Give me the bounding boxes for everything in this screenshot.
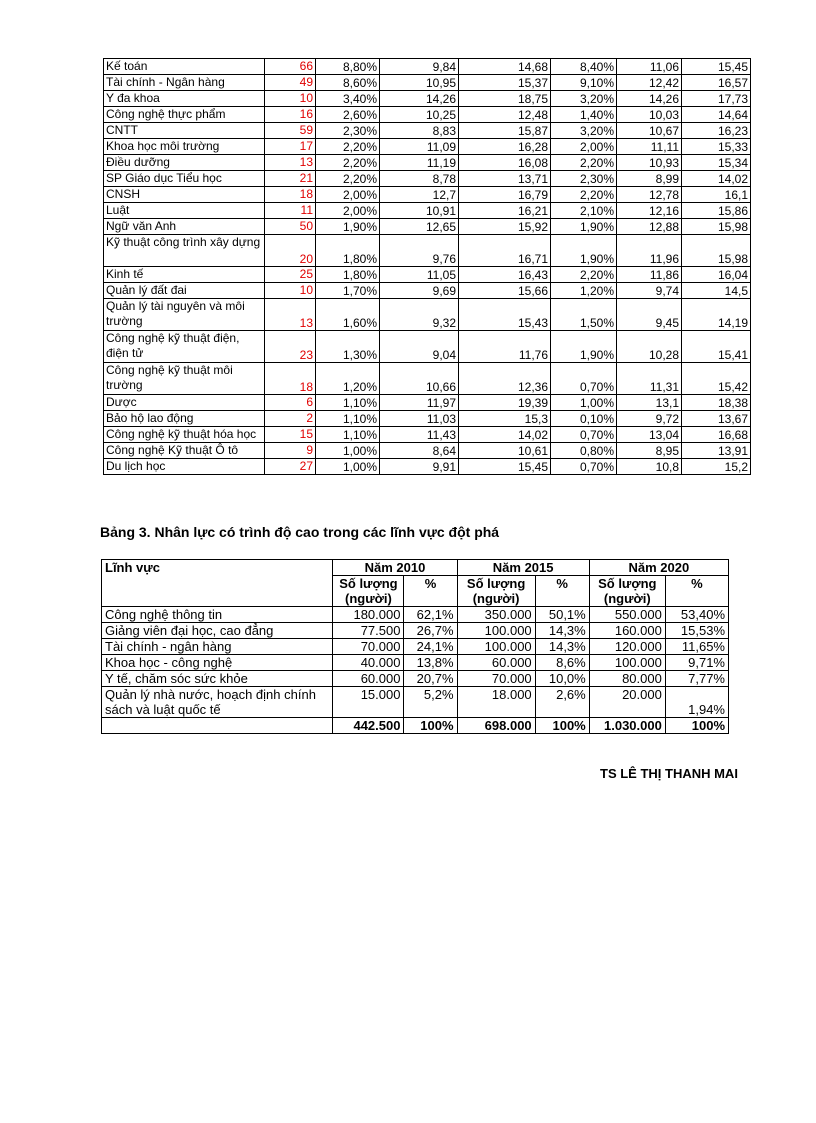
count-cell: 10 bbox=[265, 283, 316, 299]
value-cell: 3,20% bbox=[551, 91, 617, 107]
total-cell: 1.030.000 bbox=[589, 718, 665, 734]
value-cell: 10,28 bbox=[617, 331, 682, 363]
value-cell: 2,20% bbox=[316, 155, 380, 171]
value-cell: 100.000 bbox=[589, 655, 665, 671]
value-cell: 10,0% bbox=[535, 671, 589, 687]
count-cell: 18 bbox=[265, 363, 316, 395]
program-name-cell: Công nghệ kỹ thuật điện, điện tử bbox=[104, 331, 265, 363]
value-cell: 11,03 bbox=[380, 411, 459, 427]
value-cell: 53,40% bbox=[665, 607, 728, 623]
program-name-cell: Quản lý tài nguyên và môi trường bbox=[104, 299, 265, 331]
value-cell: 8,78 bbox=[380, 171, 459, 187]
total-cell: 100% bbox=[535, 718, 589, 734]
count-cell: 27 bbox=[265, 459, 316, 475]
field-name-cell: Tài chính - ngân hàng bbox=[102, 639, 333, 655]
value-cell: 11,86 bbox=[617, 267, 682, 283]
value-cell: 11,19 bbox=[380, 155, 459, 171]
value-cell: 19,39 bbox=[459, 395, 551, 411]
value-cell: 14,02 bbox=[459, 427, 551, 443]
value-cell: 14,64 bbox=[682, 107, 751, 123]
count-cell: 49 bbox=[265, 75, 316, 91]
value-cell: 10,8 bbox=[617, 459, 682, 475]
value-cell: 15,98 bbox=[682, 219, 751, 235]
value-cell: 50,1% bbox=[535, 607, 589, 623]
table-row bbox=[104, 235, 751, 267]
value-cell: 12,88 bbox=[617, 219, 682, 235]
value-cell: 9,84 bbox=[380, 59, 459, 75]
value-cell: 0,80% bbox=[551, 443, 617, 459]
program-name-cell: CNSH bbox=[104, 187, 265, 203]
value-cell: 60.000 bbox=[457, 655, 535, 671]
value-cell: 12,42 bbox=[617, 75, 682, 91]
value-cell: 0,70% bbox=[551, 459, 617, 475]
value-cell: 11,31 bbox=[617, 363, 682, 395]
value-cell: 1,80% bbox=[316, 235, 380, 267]
program-name-cell: Quản lý đất đai bbox=[104, 283, 265, 299]
program-name-cell: Ngữ văn Anh bbox=[104, 219, 265, 235]
value-cell: 10,93 bbox=[617, 155, 682, 171]
count-cell: 16 bbox=[265, 107, 316, 123]
value-cell: 2,6% bbox=[535, 687, 589, 718]
table-row bbox=[104, 395, 751, 411]
value-cell: 62,1% bbox=[404, 607, 457, 623]
value-cell: 26,7% bbox=[404, 623, 457, 639]
table-row bbox=[104, 59, 751, 75]
total-label-cell bbox=[102, 718, 333, 734]
value-cell: 10,25 bbox=[380, 107, 459, 123]
value-cell: 15,66 bbox=[459, 283, 551, 299]
value-cell: 0,70% bbox=[551, 363, 617, 395]
table-row bbox=[102, 607, 729, 623]
value-cell: 8,40% bbox=[551, 59, 617, 75]
table-row bbox=[102, 687, 729, 718]
value-cell: 160.000 bbox=[589, 623, 665, 639]
value-cell: 14,26 bbox=[617, 91, 682, 107]
value-cell: 14,5 bbox=[682, 283, 751, 299]
value-cell: 1,00% bbox=[551, 395, 617, 411]
program-name-cell: Du lịch học bbox=[104, 459, 265, 475]
value-cell: 14,26 bbox=[380, 91, 459, 107]
value-cell: 13,91 bbox=[682, 443, 751, 459]
value-cell: 16,21 bbox=[459, 203, 551, 219]
table-row bbox=[104, 267, 751, 283]
value-cell: 8,6% bbox=[535, 655, 589, 671]
value-cell: 8,60% bbox=[316, 75, 380, 91]
value-cell: 15,33 bbox=[682, 139, 751, 155]
value-cell: 8,99 bbox=[617, 171, 682, 187]
program-name-cell: Công nghệ kỹ thuật hóa học bbox=[104, 427, 265, 443]
pct-subheader: % bbox=[404, 576, 457, 607]
pct-subheader: % bbox=[535, 576, 589, 607]
value-cell: 8,83 bbox=[380, 123, 459, 139]
value-cell: 350.000 bbox=[457, 607, 535, 623]
author-signature: TS LÊ THỊ THANH MAI bbox=[600, 766, 738, 781]
total-cell: 698.000 bbox=[457, 718, 535, 734]
value-cell: 11,06 bbox=[617, 59, 682, 75]
value-cell: 2,10% bbox=[551, 203, 617, 219]
value-cell: 1,30% bbox=[316, 331, 380, 363]
value-cell: 2,30% bbox=[551, 171, 617, 187]
field-name-cell: Quản lý nhà nước, hoạch định chính sách và luật quốc tế bbox=[102, 687, 333, 718]
value-cell: 100.000 bbox=[457, 639, 535, 655]
table-row bbox=[102, 655, 729, 671]
value-cell: 70.000 bbox=[333, 639, 404, 655]
value-cell: 2,00% bbox=[551, 139, 617, 155]
value-cell: 1,70% bbox=[316, 283, 380, 299]
field-name-cell: Y tế, chăm sóc sức khỏe bbox=[102, 671, 333, 687]
table-row bbox=[104, 171, 751, 187]
value-cell: 1,20% bbox=[316, 363, 380, 395]
table-row bbox=[104, 283, 751, 299]
count-cell: 10 bbox=[265, 91, 316, 107]
value-cell: 11,76 bbox=[459, 331, 551, 363]
count-cell: 21 bbox=[265, 171, 316, 187]
value-cell: 3,40% bbox=[316, 91, 380, 107]
value-cell: 16,79 bbox=[459, 187, 551, 203]
count-cell: 11 bbox=[265, 203, 316, 219]
value-cell: 13,04 bbox=[617, 427, 682, 443]
table-row bbox=[104, 107, 751, 123]
value-cell: 15,86 bbox=[682, 203, 751, 219]
field-header: Lĩnh vực bbox=[102, 560, 333, 607]
value-cell: 1,10% bbox=[316, 427, 380, 443]
value-cell: 15,45 bbox=[459, 459, 551, 475]
value-cell: 9,10% bbox=[551, 75, 617, 91]
value-cell: 13,71 bbox=[459, 171, 551, 187]
value-cell: 13,8% bbox=[404, 655, 457, 671]
table-row bbox=[104, 411, 751, 427]
table-row bbox=[104, 187, 751, 203]
table-row bbox=[104, 459, 751, 475]
table3-heading: Bảng 3. Nhân lực có trình độ cao trong các lĩnh vực đột phá bbox=[100, 524, 500, 540]
field-name-cell: Khoa học - công nghệ bbox=[102, 655, 333, 671]
value-cell: 1,00% bbox=[316, 443, 380, 459]
value-cell: 2,00% bbox=[316, 203, 380, 219]
table-row bbox=[104, 123, 751, 139]
program-name-cell: Tài chính - Ngân hàng bbox=[104, 75, 265, 91]
program-name-cell: SP Giáo dục Tiểu học bbox=[104, 171, 265, 187]
program-name-cell: Luật bbox=[104, 203, 265, 219]
total-cell: 100% bbox=[665, 718, 728, 734]
table-row bbox=[104, 155, 751, 171]
value-cell: 16,08 bbox=[459, 155, 551, 171]
count-cell: 20 bbox=[265, 235, 316, 267]
program-name-cell: Y đa khoa bbox=[104, 91, 265, 107]
count-cell: 13 bbox=[265, 155, 316, 171]
value-cell: 11,05 bbox=[380, 267, 459, 283]
value-cell: 80.000 bbox=[589, 671, 665, 687]
table-row bbox=[104, 427, 751, 443]
count-cell: 15 bbox=[265, 427, 316, 443]
count-cell: 25 bbox=[265, 267, 316, 283]
value-cell: 1,20% bbox=[551, 283, 617, 299]
table-row bbox=[102, 639, 729, 655]
total-cell: 442.500 bbox=[333, 718, 404, 734]
high-skill-workforce-table bbox=[101, 559, 729, 734]
value-cell: 10,03 bbox=[617, 107, 682, 123]
table-row bbox=[104, 443, 751, 459]
count-cell: 23 bbox=[265, 331, 316, 363]
value-cell: 1,90% bbox=[551, 235, 617, 267]
value-cell: 16,28 bbox=[459, 139, 551, 155]
value-cell: 8,80% bbox=[316, 59, 380, 75]
value-cell: 11,43 bbox=[380, 427, 459, 443]
value-cell: 18,38 bbox=[682, 395, 751, 411]
value-cell: 12,65 bbox=[380, 219, 459, 235]
value-cell: 14,3% bbox=[535, 639, 589, 655]
value-cell: 15,98 bbox=[682, 235, 751, 267]
count-cell: 59 bbox=[265, 123, 316, 139]
value-cell: 77.500 bbox=[333, 623, 404, 639]
value-cell: 12,7 bbox=[380, 187, 459, 203]
qty-subheader: Số lượng (người) bbox=[589, 576, 665, 607]
total-cell: 100% bbox=[404, 718, 457, 734]
value-cell: 15,87 bbox=[459, 123, 551, 139]
year-header-2020: Năm 2020 bbox=[589, 560, 728, 576]
value-cell: 17,73 bbox=[682, 91, 751, 107]
table-row bbox=[104, 203, 751, 219]
program-name-cell: Bảo hộ lao động bbox=[104, 411, 265, 427]
table-row bbox=[104, 363, 751, 395]
table-row bbox=[102, 671, 729, 687]
value-cell: 2,00% bbox=[316, 187, 380, 203]
count-cell: 6 bbox=[265, 395, 316, 411]
table-row bbox=[104, 219, 751, 235]
value-cell: 15,92 bbox=[459, 219, 551, 235]
value-cell: 16,1 bbox=[682, 187, 751, 203]
value-cell: 12,36 bbox=[459, 363, 551, 395]
value-cell: 15,41 bbox=[682, 331, 751, 363]
value-cell: 0,70% bbox=[551, 427, 617, 443]
program-name-cell: Công nghệ Kỹ thuật Ô tô bbox=[104, 443, 265, 459]
value-cell: 16,57 bbox=[682, 75, 751, 91]
value-cell: 8,64 bbox=[380, 443, 459, 459]
value-cell: 11,11 bbox=[617, 139, 682, 155]
value-cell: 40.000 bbox=[333, 655, 404, 671]
table-row bbox=[104, 139, 751, 155]
value-cell: 16,04 bbox=[682, 267, 751, 283]
program-name-cell: Công nghệ kỹ thuật môi trường bbox=[104, 363, 265, 395]
value-cell: 9,71% bbox=[665, 655, 728, 671]
value-cell: 12,16 bbox=[617, 203, 682, 219]
table-row bbox=[104, 75, 751, 91]
program-name-cell: CNTT bbox=[104, 123, 265, 139]
value-cell: 2,20% bbox=[551, 267, 617, 283]
table-row bbox=[104, 91, 751, 107]
value-cell: 180.000 bbox=[333, 607, 404, 623]
table-row bbox=[102, 623, 729, 639]
value-cell: 9,91 bbox=[380, 459, 459, 475]
program-name-cell: Kinh tế bbox=[104, 267, 265, 283]
table-row bbox=[104, 331, 751, 363]
value-cell: 15,37 bbox=[459, 75, 551, 91]
value-cell: 9,32 bbox=[380, 299, 459, 331]
program-name-cell: Kỹ thuật công trình xây dựng bbox=[104, 235, 265, 267]
value-cell: 20,7% bbox=[404, 671, 457, 687]
value-cell: 10,67 bbox=[617, 123, 682, 139]
value-cell: 15,34 bbox=[682, 155, 751, 171]
value-cell: 70.000 bbox=[457, 671, 535, 687]
value-cell: 12,78 bbox=[617, 187, 682, 203]
value-cell: 9,74 bbox=[617, 283, 682, 299]
value-cell: 1,10% bbox=[316, 411, 380, 427]
value-cell: 3,20% bbox=[551, 123, 617, 139]
admission-score-table bbox=[103, 58, 751, 475]
value-cell: 1,40% bbox=[551, 107, 617, 123]
value-cell: 16,23 bbox=[682, 123, 751, 139]
value-cell: 15,53% bbox=[665, 623, 728, 639]
value-cell: 1,60% bbox=[316, 299, 380, 331]
value-cell: 15,2 bbox=[682, 459, 751, 475]
value-cell: 1,94% bbox=[665, 687, 728, 718]
value-cell: 1,00% bbox=[316, 459, 380, 475]
value-cell: 10,61 bbox=[459, 443, 551, 459]
value-cell: 60.000 bbox=[333, 671, 404, 687]
program-name-cell: Khoa học môi trường bbox=[104, 139, 265, 155]
year-header-2010: Năm 2010 bbox=[333, 560, 457, 576]
program-name-cell: Kế toán bbox=[104, 59, 265, 75]
value-cell: 9,72 bbox=[617, 411, 682, 427]
value-cell: 14,3% bbox=[535, 623, 589, 639]
value-cell: 1,50% bbox=[551, 299, 617, 331]
value-cell: 7,77% bbox=[665, 671, 728, 687]
count-cell: 18 bbox=[265, 187, 316, 203]
value-cell: 16,68 bbox=[682, 427, 751, 443]
value-cell: 18,75 bbox=[459, 91, 551, 107]
value-cell: 15,3 bbox=[459, 411, 551, 427]
value-cell: 13,1 bbox=[617, 395, 682, 411]
count-cell: 9 bbox=[265, 443, 316, 459]
count-cell: 66 bbox=[265, 59, 316, 75]
value-cell: 10,91 bbox=[380, 203, 459, 219]
value-cell: 1,90% bbox=[551, 331, 617, 363]
value-cell: 1,10% bbox=[316, 395, 380, 411]
value-cell: 2,20% bbox=[316, 139, 380, 155]
count-cell: 50 bbox=[265, 219, 316, 235]
value-cell: 14,02 bbox=[682, 171, 751, 187]
value-cell: 9,45 bbox=[617, 299, 682, 331]
value-cell: 11,96 bbox=[617, 235, 682, 267]
value-cell: 2,20% bbox=[316, 171, 380, 187]
table-row bbox=[104, 299, 751, 331]
value-cell: 100.000 bbox=[457, 623, 535, 639]
table3-total-row bbox=[102, 718, 729, 734]
value-cell: 18.000 bbox=[457, 687, 535, 718]
value-cell: 14,19 bbox=[682, 299, 751, 331]
program-name-cell: Dược bbox=[104, 395, 265, 411]
value-cell: 550.000 bbox=[589, 607, 665, 623]
table3-header-row bbox=[102, 560, 729, 576]
value-cell: 24,1% bbox=[404, 639, 457, 655]
value-cell: 11,09 bbox=[380, 139, 459, 155]
value-cell: 1,80% bbox=[316, 267, 380, 283]
value-cell: 11,65% bbox=[665, 639, 728, 655]
count-cell: 13 bbox=[265, 299, 316, 331]
value-cell: 10,95 bbox=[380, 75, 459, 91]
value-cell: 15,42 bbox=[682, 363, 751, 395]
value-cell: 16,71 bbox=[459, 235, 551, 267]
count-cell: 17 bbox=[265, 139, 316, 155]
value-cell: 1,90% bbox=[316, 219, 380, 235]
value-cell: 5,2% bbox=[404, 687, 457, 718]
value-cell: 9,76 bbox=[380, 235, 459, 267]
value-cell: 2,20% bbox=[551, 155, 617, 171]
value-cell: 2,20% bbox=[551, 187, 617, 203]
value-cell: 16,43 bbox=[459, 267, 551, 283]
value-cell: 15.000 bbox=[333, 687, 404, 718]
value-cell: 10,66 bbox=[380, 363, 459, 395]
program-name-cell: Điều dưỡng bbox=[104, 155, 265, 171]
qty-subheader: Số lượng (người) bbox=[457, 576, 535, 607]
value-cell: 1,90% bbox=[551, 219, 617, 235]
year-header-2015: Năm 2015 bbox=[457, 560, 589, 576]
pct-subheader: % bbox=[665, 576, 728, 607]
value-cell: 11,97 bbox=[380, 395, 459, 411]
value-cell: 8,95 bbox=[617, 443, 682, 459]
field-name-cell: Công nghệ thông tin bbox=[102, 607, 333, 623]
value-cell: 15,43 bbox=[459, 299, 551, 331]
value-cell: 0,10% bbox=[551, 411, 617, 427]
value-cell: 12,48 bbox=[459, 107, 551, 123]
value-cell: 13,67 bbox=[682, 411, 751, 427]
value-cell: 9,04 bbox=[380, 331, 459, 363]
value-cell: 15,45 bbox=[682, 59, 751, 75]
count-cell: 2 bbox=[265, 411, 316, 427]
qty-subheader: Số lượng (người) bbox=[333, 576, 404, 607]
value-cell: 14,68 bbox=[459, 59, 551, 75]
value-cell: 9,69 bbox=[380, 283, 459, 299]
program-name-cell: Công nghệ thực phẩm bbox=[104, 107, 265, 123]
value-cell: 120.000 bbox=[589, 639, 665, 655]
value-cell: 20.000 bbox=[589, 687, 665, 718]
value-cell: 2,30% bbox=[316, 123, 380, 139]
field-name-cell: Giảng viên đại học, cao đẳng bbox=[102, 623, 333, 639]
value-cell: 2,60% bbox=[316, 107, 380, 123]
